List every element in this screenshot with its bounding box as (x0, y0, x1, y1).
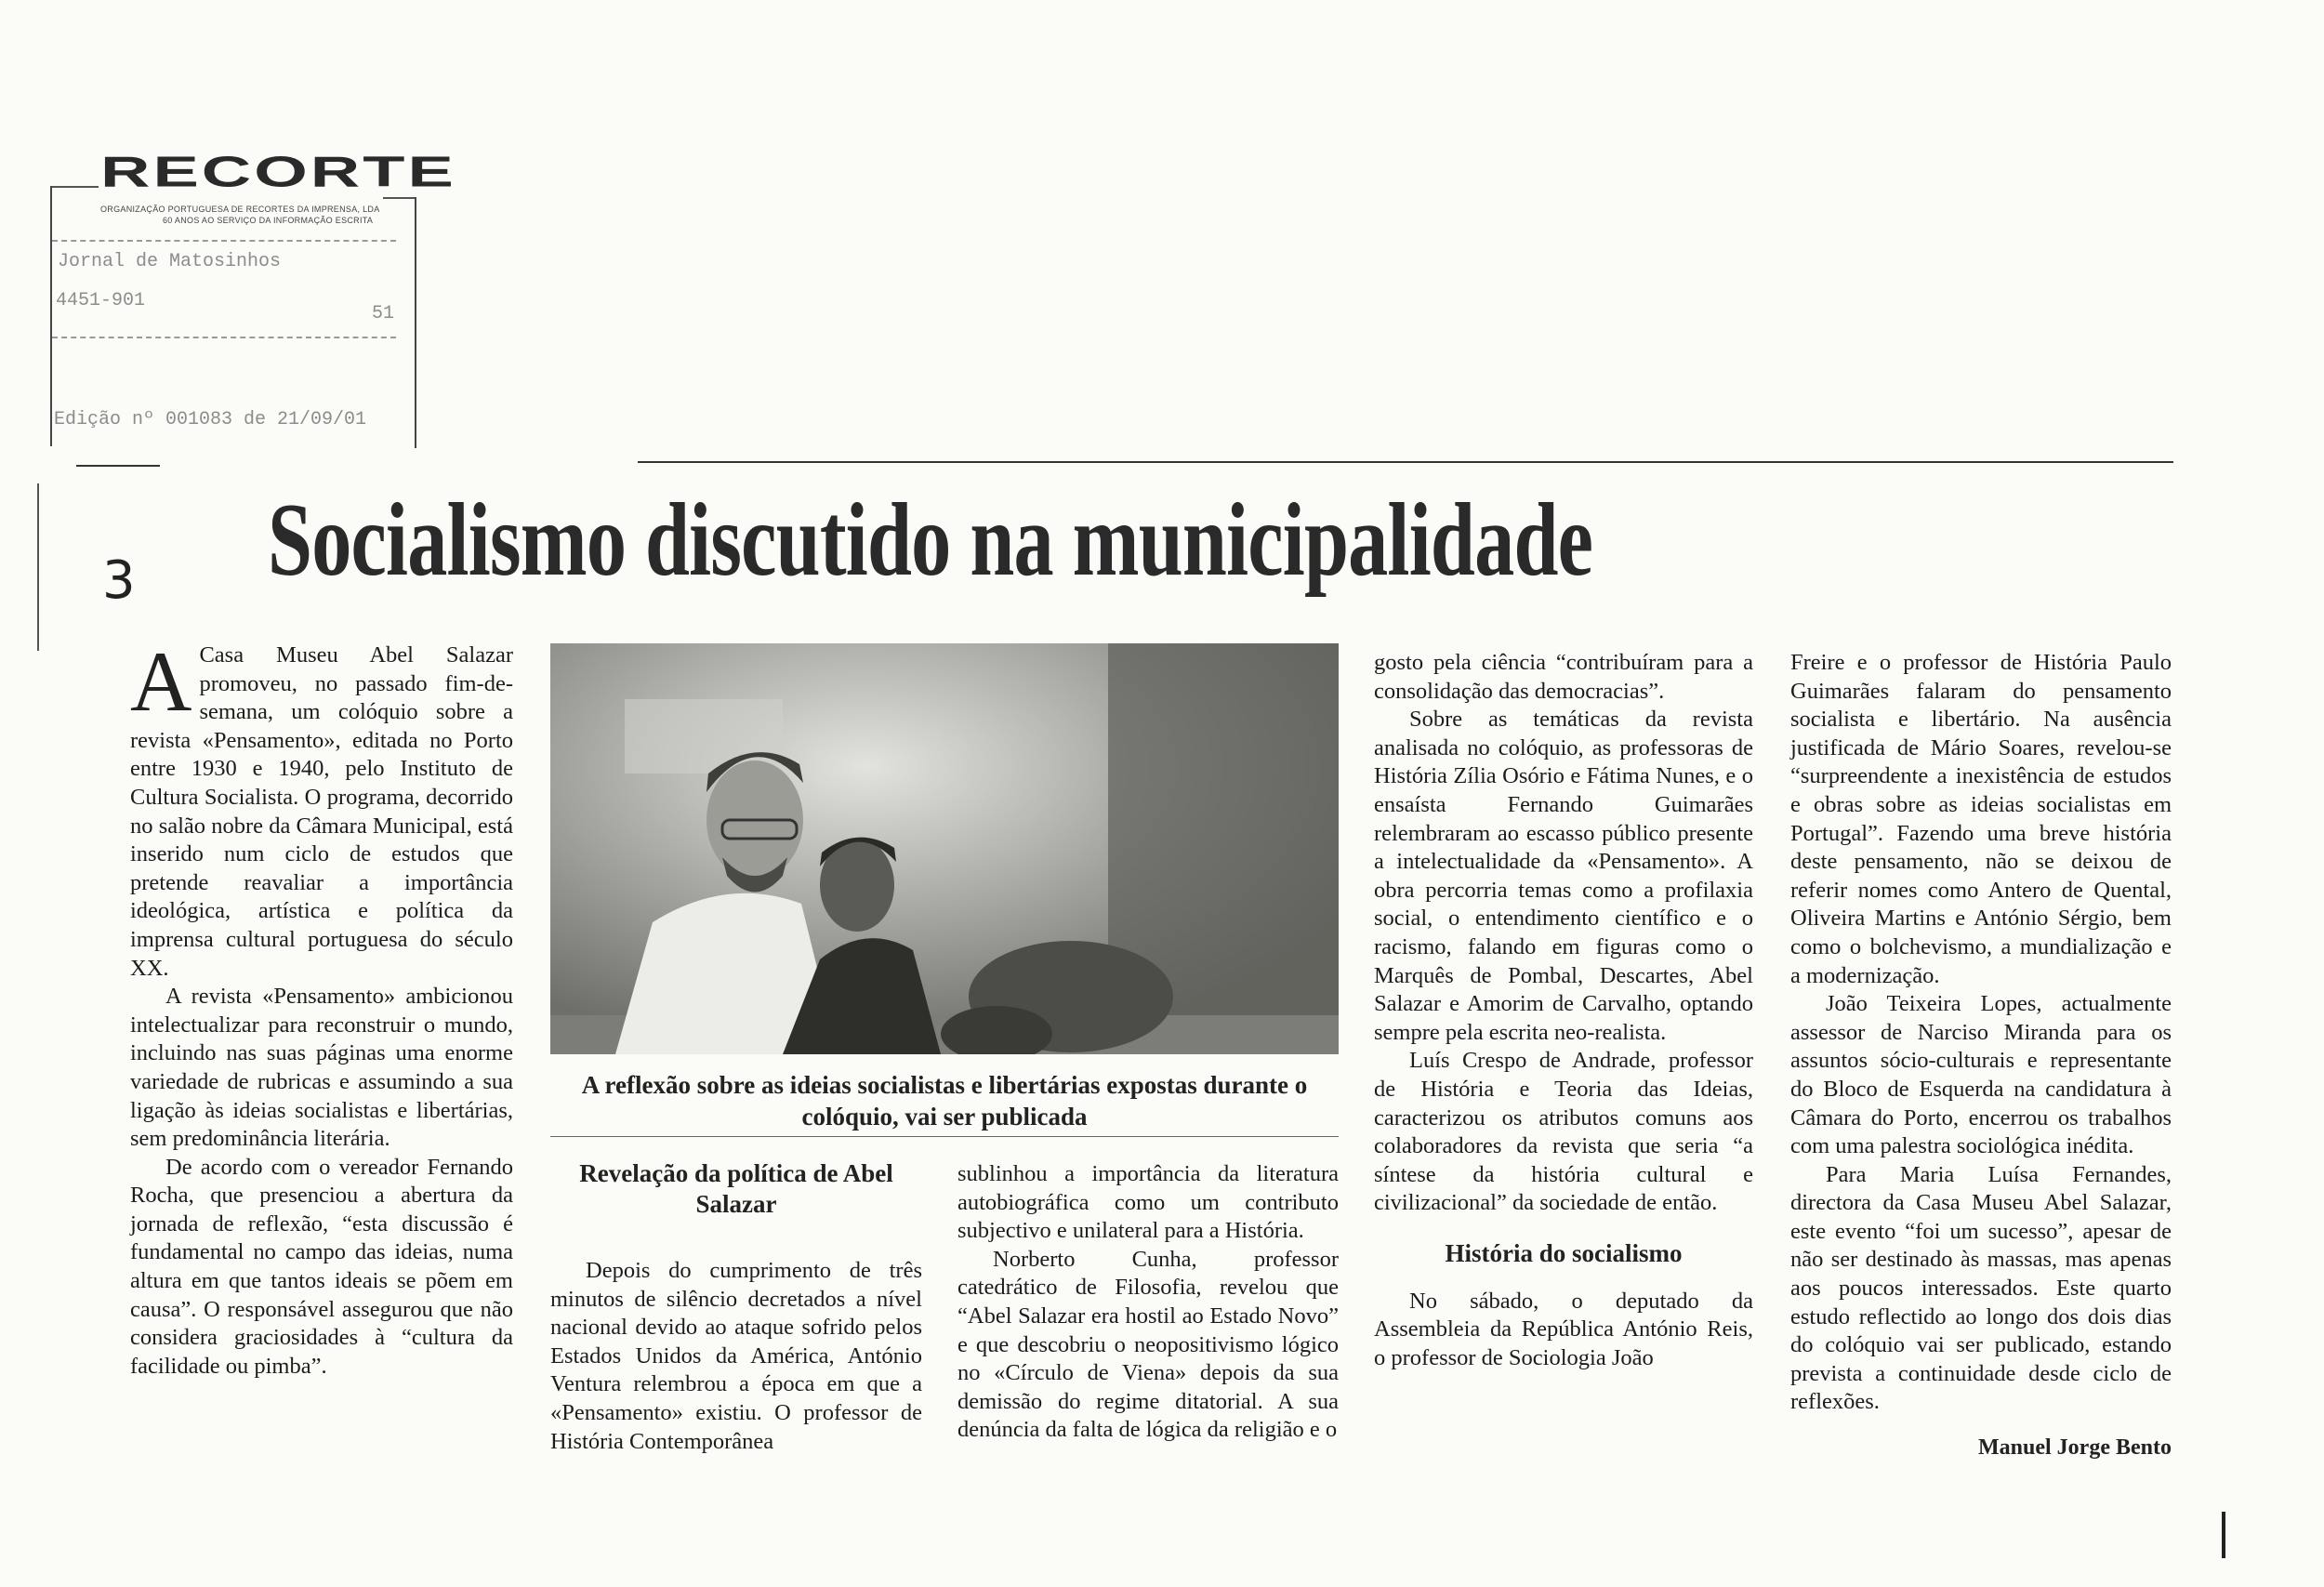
col1-paragraph-3: De acordo com o vereador Fernando Rocha, que presenciou a abertura da jornada de reflexão, “esta discussão é fundamental no campo das ideias, numa altura em que tantos ideais se põem em causa”. O responsável assegurou que não considera graciosidades à “cultura da facilidade ou pimba”. (130, 1154, 513, 1379)
col4-paragraph-1: gosto pela ciência “contribuíram para a consolidação das democracias”. (1374, 650, 1753, 704)
col5-paragraph-2: João Teixeira Lopes, actualmente assessor de Narciso Miranda para os assuntos sócio-culturais e representante do Bloco de Esquerda na candidatura à Câmara do Porto, encerrou os trabalhos com uma palestra sociológica inédita. (1790, 991, 2172, 1159)
headline: Socialismo discutido na municipalidade (268, 483, 1593, 598)
subhead-historia: História do socialismo (1445, 1238, 1683, 1267)
column-2 (550, 1158, 922, 1456)
col2-body (550, 1257, 922, 1456)
margin-mark-left (37, 483, 39, 651)
photo-illustration (550, 643, 1339, 1054)
margin-mark-right (2222, 1512, 2225, 1558)
col5-paragraph-3: Para Maria Luísa Fernandes, directora da Casa Museu Abel Salazar, este evento “foi um sucesso”, apesar de não ser destinado às massas, mas apenas aos poucos interessados. Este quarto estudo reflectido ao longo dos dois dias do colóquio vai ser publicado, estando prevista a continuidade desde ciclo de reflexões. (1790, 1161, 2172, 1415)
col3-paragraph-2: Norberto Cunha, professor catedrático de Filosofia, revelou que “Abel Salazar era hostil ao Estado Novo” e que descobriu o neopositivismo lógico no «Círculo de Viena» depois da sua demissão do regime ditatorial. A sua denúncia da falta de lógica da religião e o (957, 1246, 1339, 1443)
page-mark: 3 (102, 550, 136, 611)
column-4 (1374, 649, 1753, 1373)
byline: Manuel Jorge Bento (1978, 1435, 2172, 1461)
column-5 (1790, 649, 2172, 1462)
col1-paragraph-1: Casa Museu Abel Salazar promoveu, no passado fim-de-semana, um colóquio sobre a revista «Pensamento», editada no Porto entre 1930 e 1940, pelo Instituto de Cultura Socialista. O programa, decorrido no salão nobre da Câmara Municipal, está inserido num ciclo de estudos que pretende reavaliar a importância ideológica, artística e política da imprensa cultural portuguesa do século XX. (130, 642, 513, 981)
stamp-divider-2 (52, 337, 396, 338)
subhead-revelacao: Revelação da política de Abel Salazar (579, 1159, 893, 1218)
col2-paragraph-1: Depois do cumprimento de três minutos de silêncio decretados a nível nacional devido ao ataque sofrido pelos Estados Unidos da América, António Ventura relembrou a época em que a «Pensamento» existiu. O professor de História Contemporânea (550, 1258, 922, 1454)
stamp-top-line-left (50, 186, 99, 188)
recorte-stamp (0, 0, 456, 465)
dropcap: A (130, 634, 192, 729)
col3-paragraph-1: sublinhou a importância da literatura autobiográfica como um contributo subjectivo e unilateral para a História. (957, 1161, 1339, 1244)
stamp-edition: Edição nº 001083 de 21/09/01 (54, 409, 367, 430)
stamp-top-line-right (383, 197, 416, 199)
stamp-divider-1 (52, 240, 396, 242)
article-photo (550, 643, 1339, 1054)
header-rule-left (76, 465, 160, 467)
caption-rule (550, 1136, 1339, 1137)
stamp-org-line: ORGANIZAÇÃO PORTUGUESA DE RECORTES DA IMPRENSA, LDA (100, 205, 380, 214)
header-rule-right (638, 461, 2173, 463)
stamp-left-border (50, 186, 52, 446)
col4-paragraph-2: Sobre as temáticas da revista analisada no colóquio, as professoras de História Zília Osório e Fátima Nunes, e o ensaísta Fernando Guimarães relembraram ao escasso público presente a intelectualidade da «Pensamento». A obra percorria temas como a profilaxia social, o entendimento científico e o racismo, falando em figuras como o Marquês de Pombal, Descartes, Abel Salazar e Amorim de Carvalho, optando sempre pela escrita neo-realista. (1374, 707, 1753, 1045)
stamp-years-line: 60 ANOS AO SERVIÇO DA INFORMAÇÃO ESCRITA (163, 216, 374, 225)
col4-paragraph-3: Luís Crespo de Andrade, professor de História e Teoria das Ideias, caracterizou os atributos comuns aos colaboradores da revista que seria “a síntese da história cultural e civilizacional” da sociedade de então. (1374, 1048, 1753, 1216)
col1-paragraph-2: A revista «Pensamento» ambicionou intelectualizar para reconstruir o mundo, incluindo nas suas páginas uma enorme variedade de rubricas e assumindo a sua ligação às ideias socialistas e libertárias, sem predominância literária. (130, 984, 513, 1152)
stamp-number: 51 (372, 303, 395, 324)
recorte-logo: RECORTE (100, 147, 456, 196)
col4-paragraph-4: No sábado, o deputado da Assembleia da República António Reis, o professor de Sociologia João (1374, 1288, 1753, 1371)
column-1 (130, 634, 513, 1381)
stamp-code: 4451-901 (56, 290, 146, 311)
stamp-publication: Jornal de Matosinhos (58, 251, 282, 272)
stamp-right-border (415, 197, 416, 448)
photo-caption: A reflexão sobre as ideias socialistas e libertárias expostas durante o colóquio, vai ser publicada (581, 1071, 1308, 1131)
column-3 (957, 1160, 1339, 1445)
col5-paragraph-1: Freire e o professor de História Paulo Guimarães falaram do pensamento socialista e libertário. Na ausência justificada de Mário Soares, revelou-se “surpreendente a inexistência de estudos e obras sobre as ideias socialistas em Portugal”. Fazendo uma breve história deste pensamento, não se deixou de referir nomes como Antero de Quental, Oliveira Martins e António Sérgio, bem como o bolchevismo, a mundialização e a modernização. (1790, 650, 2172, 988)
